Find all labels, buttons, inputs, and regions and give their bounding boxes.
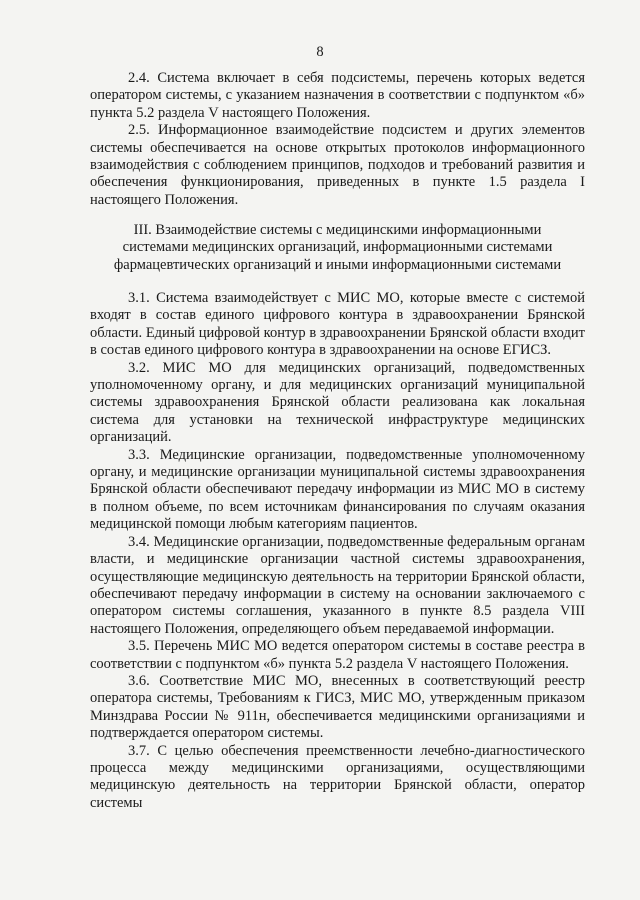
section-3-body xyxy=(90,290,585,812)
paragraph-3-7: 3.7. С целью обеспечения преемственности лечебно-диагностического процесса между медицинскими организациями, осуществляющими медицинскую деятельность на территории Брянской области, оператор системы xyxy=(90,742,585,811)
paragraph-3-5: 3.5. Перечень МИС МО ведется оператором системы в составе реестра в соответствии с подпунктом «б» пункта 5.2 раздела V настоящего Положения. xyxy=(90,638,585,672)
paragraph-3-6: 3.6. Соответствие МИС МО, внесенных в соответствующий реестр оператора системы, Требованиям к ГИСЗ, МИС МО, утвержденным приказом Минздрава России № 911н, обеспечивается медицинскими организациями и подтверждается оператором системы. xyxy=(90,672,585,742)
page-number: 8 xyxy=(316,44,324,60)
section-heading-line-3: фармацевтических организаций и иными информационными системами xyxy=(113,256,562,273)
paragraph-3-3: 3.3. Медицинские организации, подведомственные уполномоченному органу, и медицинские организации муниципальной системы здравоохранения Брянской области обеспечивают передачу информации из МИС МО в систему в полном объеме, по всем источникам финансирования по случаям оказания медицинской помощи любым категориям пациентов. xyxy=(90,446,585,533)
section-2-tail xyxy=(90,70,585,209)
paragraph-2-5: 2.5. Информационное взаимодействие подсистем и других элементов системы обеспечивается на основе открытых протоколов информационного взаимодействия с соблюдением принципов, подходов и требований развития и обеспечения функционирования, приведенных в пункте 1.5 раздела I настоящего Положения. xyxy=(90,122,585,208)
section-3-heading xyxy=(90,222,585,274)
paragraph-3-2: 3.2. МИС МО для медицинских организаций, подведомственных уполномоченному органу, и для медицинских организаций муниципальной системы здравоохранения Брянской области реализована как локальная система для установки на технической инфраструктуре медицинских организаций. xyxy=(90,359,585,446)
section-heading-line-2: системами медицинских организаций, информационными системами xyxy=(122,239,553,256)
paragraph-3-1: 3.1. Система взаимодействует с МИС МО, которые вместе с системой входят в состав единого цифрового контура в здравоохранении Брянской области. Единый цифровой контур в здравоохранении Брянской области входит в состав единого цифрового контура в здравоохранении на основе ЕГИСЗ. xyxy=(90,290,585,359)
section-heading-line-1: III. Взаимодействие системы с медицинскими информационными xyxy=(133,222,542,238)
paragraph-2-4: 2.4. Система включает в себя подсистемы, перечень которых ведется оператором системы, с указанием назначения в соответствии с подпунктом «б» пункта 5.2 раздела V настоящего Положения. xyxy=(90,70,585,121)
paragraph-3-4: 3.4. Медицинские организации, подведомственные федеральным органам власти, и медицинские организации частной системы здравоохранения, осуществляющие медицинскую деятельность на территории Брянской области, обеспечивают передачу информации в систему на основании заключаемого с оператором системы соглашения, указанного в пункте 8.5 раздела VIII настоящего Положения, определяющего объем передаваемой информации. xyxy=(90,533,585,637)
